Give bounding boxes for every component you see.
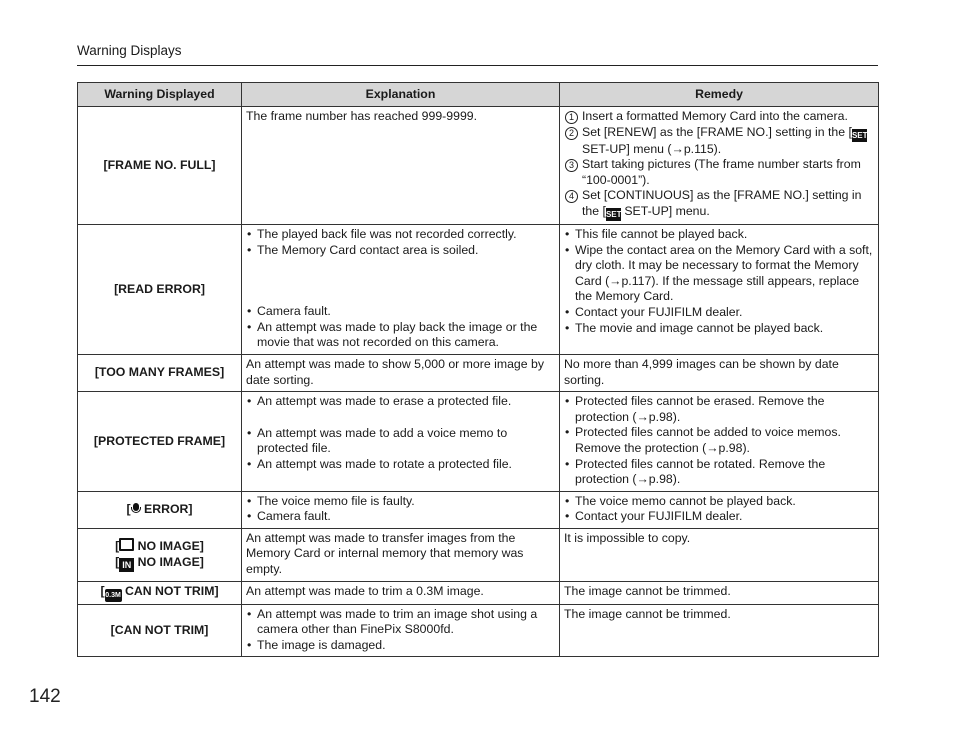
- warning-cell: [TOO MANY FRAMES]: [78, 354, 242, 391]
- warning-cell: [78, 528, 242, 581]
- remedy-step: [564, 157, 874, 188]
- list-item: • Camera fault.: [246, 509, 555, 525]
- list-item: • Protected files cannot be erased. Remove the protection (→p.98).: [564, 394, 874, 425]
- remedy-cell: The image cannot be trimmed.: [560, 604, 879, 657]
- column-header-warning: Warning Displayed: [78, 83, 242, 107]
- remedy-cell: [560, 224, 879, 354]
- bracket-text: [: [115, 538, 120, 553]
- list-item: • This file cannot be played back.: [564, 227, 874, 243]
- table-row-no-image: [78, 528, 879, 581]
- remedy-step: [564, 188, 874, 221]
- table-row-frame-no-full: [78, 107, 879, 225]
- remedy-cell: The image cannot be trimmed.: [560, 581, 879, 604]
- column-header-explanation: Explanation: [242, 83, 560, 107]
- list-item: • The movie and image cannot be played back.: [564, 321, 874, 337]
- table-row-read-error: [78, 224, 879, 354]
- step-number: 3: [565, 159, 578, 172]
- warning-line: [82, 538, 237, 555]
- remedy-step: [564, 125, 874, 158]
- list-item: • An attempt was made to play back the image or the movie that was not recorded on this camera.: [246, 320, 555, 351]
- step-number: 1: [565, 111, 578, 124]
- explanation-cell: [242, 491, 560, 528]
- warning-cell: [CAN NOT TRIM]: [78, 604, 242, 657]
- table-row-too-many-frames: [78, 354, 879, 391]
- explanation-list: [246, 494, 555, 525]
- header-rule: [77, 65, 878, 66]
- column-header-remedy: Remedy: [560, 83, 879, 107]
- remedy-step: [564, 109, 874, 125]
- setup-icon: SET: [851, 130, 868, 140]
- step-number: 2: [565, 127, 578, 140]
- list-item: • Contact your FUJIFILM dealer.: [564, 509, 874, 525]
- explanation-list: [246, 607, 555, 654]
- step-text: Start taking pictures (The frame number starts from “100-0001”).: [582, 157, 861, 187]
- explanation-cell: [242, 604, 560, 657]
- memory-card-icon: [119, 538, 134, 551]
- warning-cell: [PROTECTED FRAME]: [78, 392, 242, 492]
- explanation-cell: An attempt was made to trim a 0.3M image.: [242, 581, 560, 604]
- bracket-text: [: [126, 501, 131, 516]
- warning-cell: [78, 491, 242, 528]
- step-text: Set [CONTINUOUS] as the [FRAME NO.] setting in the [: [582, 188, 862, 218]
- remedy-list: [564, 227, 874, 336]
- step-text: Set [RENEW] as the [FRAME NO.] setting in the [: [582, 124, 852, 139]
- explanation-cell: [242, 224, 560, 354]
- list-item: • An attempt was made to erase a protected file.: [246, 394, 555, 410]
- warning-label: CAN NOT TRIM]: [121, 583, 219, 598]
- section-title: Warning Displays: [77, 43, 182, 58]
- list-item: • Protected files cannot be rotated. Remove the protection (→p.98).: [564, 457, 874, 488]
- explanation-cell: [242, 392, 560, 492]
- setup-icon: SET: [605, 209, 622, 219]
- warning-label: NO IMAGE]: [134, 538, 204, 553]
- table-header-row: [78, 83, 879, 107]
- list-item: • An attempt was made to add a voice memo to protected file.: [246, 426, 555, 457]
- list-item: • Wipe the contact area on the Memory Card with a soft, dry cloth. It may be necessary to format the Memory Card (→p.117). If the message still appears, replace the Memory Card.: [564, 243, 874, 305]
- remedy-list: [564, 394, 874, 488]
- remedy-cell: No more than 4,999 images can be shown by date sorting.: [560, 354, 879, 391]
- list-item: • Camera fault.: [246, 304, 555, 320]
- list-item: • Protected files cannot be added to voice memos. Remove the protection (→p.98).: [564, 425, 874, 456]
- warning-cell: [READ ERROR]: [78, 224, 242, 354]
- list-item: • The voice memo cannot be played back.: [564, 494, 874, 510]
- table-row-voice-error: [78, 491, 879, 528]
- warning-table: [77, 82, 879, 657]
- explanation-cell: The frame number has reached 999-9999.: [242, 107, 560, 225]
- remedy-list: [564, 494, 874, 525]
- explanation-list: [246, 394, 555, 410]
- explanation-cell: An attempt was made to show 5,000 or more image by date sorting.: [242, 354, 560, 391]
- microphone-icon: [131, 503, 141, 515]
- explanation-list: [246, 426, 555, 473]
- remedy-cell: [560, 107, 879, 225]
- remedy-cell: [560, 491, 879, 528]
- remedy-cell: It is impossible to copy.: [560, 528, 879, 581]
- step-number: 4: [565, 190, 578, 203]
- bracket-text: [: [100, 583, 105, 598]
- page-number: 142: [29, 686, 61, 707]
- image-size-icon: 0.3M: [105, 589, 122, 602]
- remedy-steps: [564, 109, 874, 221]
- warning-cell: [78, 581, 242, 604]
- list-item: • An attempt was made to trim an image shot using a camera other than FinePix S8000fd.: [246, 607, 555, 638]
- bracket-text: [: [115, 554, 120, 569]
- warning-label: NO IMAGE]: [134, 554, 204, 569]
- list-item: • The Memory Card contact area is soiled.: [246, 243, 555, 259]
- step-text: SET-UP] menu.: [620, 203, 710, 218]
- remedy-cell: [560, 392, 879, 492]
- warning-label: ERROR]: [140, 501, 193, 516]
- table-row-size-cannot-trim: [78, 581, 879, 604]
- warning-line: [82, 555, 237, 572]
- spacer: [246, 258, 555, 304]
- step-text: SET-UP] menu (→p.115).: [582, 141, 722, 156]
- explanation-cell: An attempt was made to transfer images from the Memory Card or internal memory that memory was empty.: [242, 528, 560, 581]
- internal-memory-icon: IN: [119, 558, 134, 572]
- list-item: • Contact your FUJIFILM dealer.: [564, 305, 874, 321]
- list-item: • The image is damaged.: [246, 638, 555, 654]
- spacer: [246, 410, 555, 426]
- list-item: • The played back file was not recorded correctly.: [246, 227, 555, 243]
- list-item: • An attempt was made to rotate a protected file.: [246, 457, 555, 473]
- table-row-protected-frame: [78, 392, 879, 492]
- list-item: • The voice memo file is faulty.: [246, 494, 555, 510]
- explanation-list: [246, 304, 555, 351]
- step-text: Insert a formatted Memory Card into the camera.: [582, 109, 848, 123]
- warning-cell: [FRAME NO. FULL]: [78, 107, 242, 225]
- explanation-list: [246, 227, 555, 258]
- table-row-cannot-trim: [78, 604, 879, 657]
